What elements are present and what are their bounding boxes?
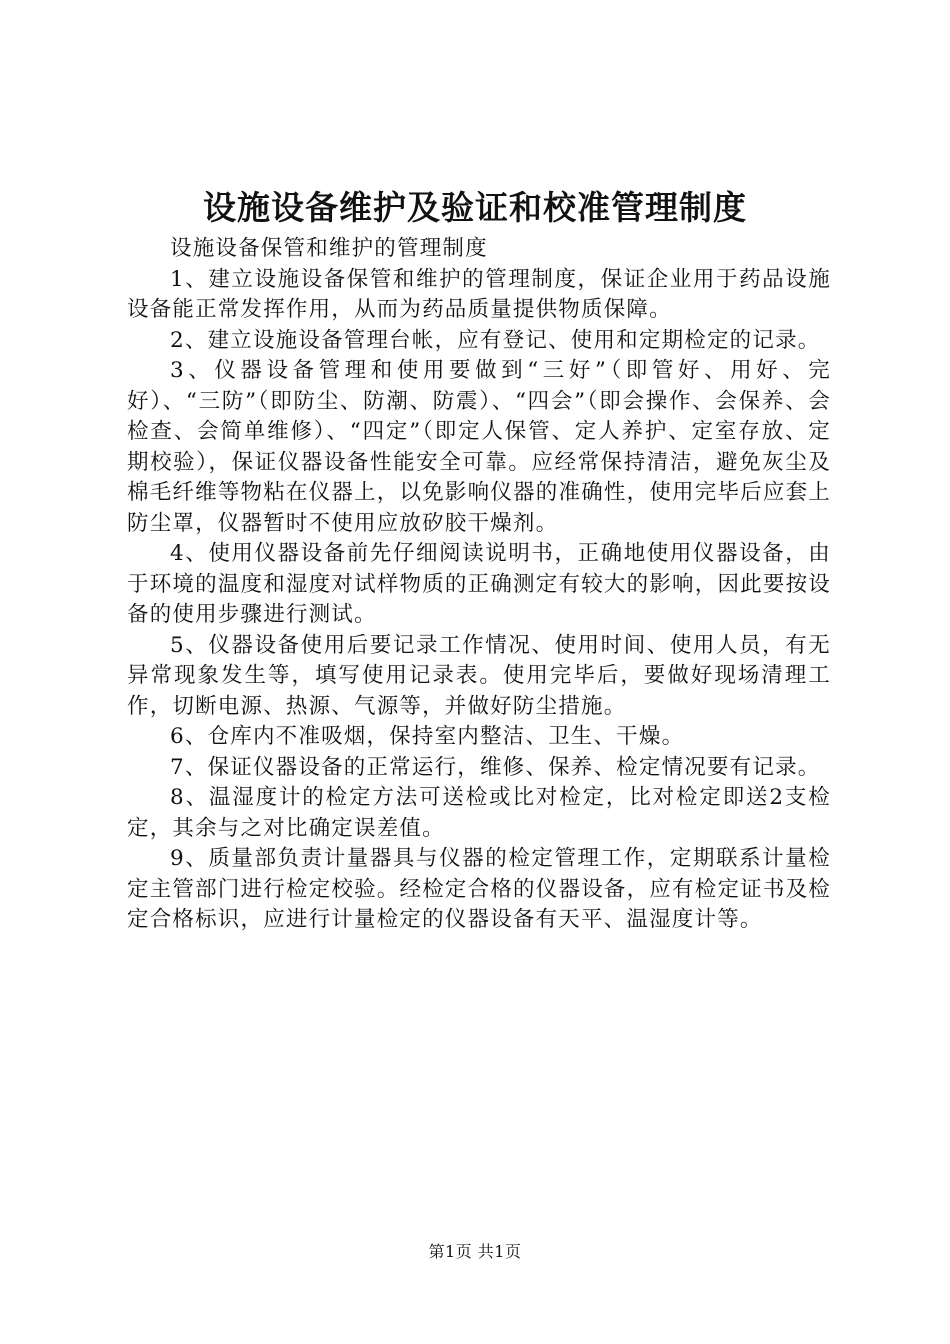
paragraph-3: 3、仪器设备管理和使用要做到“三好”（即管好、用好、完好）、“三防”（即防尘、防潮、防震）、“四会”（即会操作、会保养、会检查、会简单维修）、“四定”（即定人保管、定人养护、定室存放、定期校验），保证仪器设备性能安全可靠。应经常保持清洁，避免灰尘及棉毛纤维等物粘在仪器上，以免影响仪器的准确性，使用完毕后应套上防尘罩，仪器暂时不使用应放矽胶干燥剂。 <box>127 358 831 536</box>
paragraph-2: 2、建立设施设备管理台帐，应有登记、使用和定期检定的记录。 <box>170 327 821 353</box>
paragraph-9: 9、质量部负责计量器具与仪器的检定管理工作，定期联系计量检定主管部门进行检定校验。经检定合格的仪器设备，应有检定证书及检定合格标识，应进行计量检定的仪器设备有天平、温湿度计等。 <box>127 846 831 932</box>
document-body <box>127 234 831 936</box>
paragraph-5: 5、仪器设备使用后要记录工作情况、使用时间、使用人员，有无异常现象发生等，填写使用记录表。使用完毕后，要做好现场清理工作，切断电源、热源、气源等，并做好防尘措施。 <box>127 632 831 719</box>
paragraph-8: 8、温湿度计的检定方法可送检或比对检定，比对检定即送2支检定，其余与之对比确定误差值。 <box>127 785 831 841</box>
page-footer: 第1页 共1页 <box>428 1242 522 1261</box>
paragraph-1: 1、建立设施设备保管和维护的管理制度，保证企业用于药品设施设备能正常发挥作用，从而为药品质量提供物质保障。 <box>127 266 831 322</box>
paragraph-6: 6、仓库内不准吸烟，保持室内整洁、卫生、干燥。 <box>170 724 685 749</box>
section-heading: 设施设备保管和维护的管理制度 <box>170 236 488 261</box>
document-title: 设施设备维护及验证和校准管理制度 <box>203 188 747 227</box>
paragraph-7: 7、保证仪器设备的正常运行，维修、保养、检定情况要有记录。 <box>170 754 821 780</box>
paragraph-4: 4、使用仪器设备前先仔细阅读说明书，正确地使用仪器设备，由于环境的温度和湿度对试样物质的正确测定有较大的影响，因此要按设备的使用步骤进行测试。 <box>127 541 831 627</box>
